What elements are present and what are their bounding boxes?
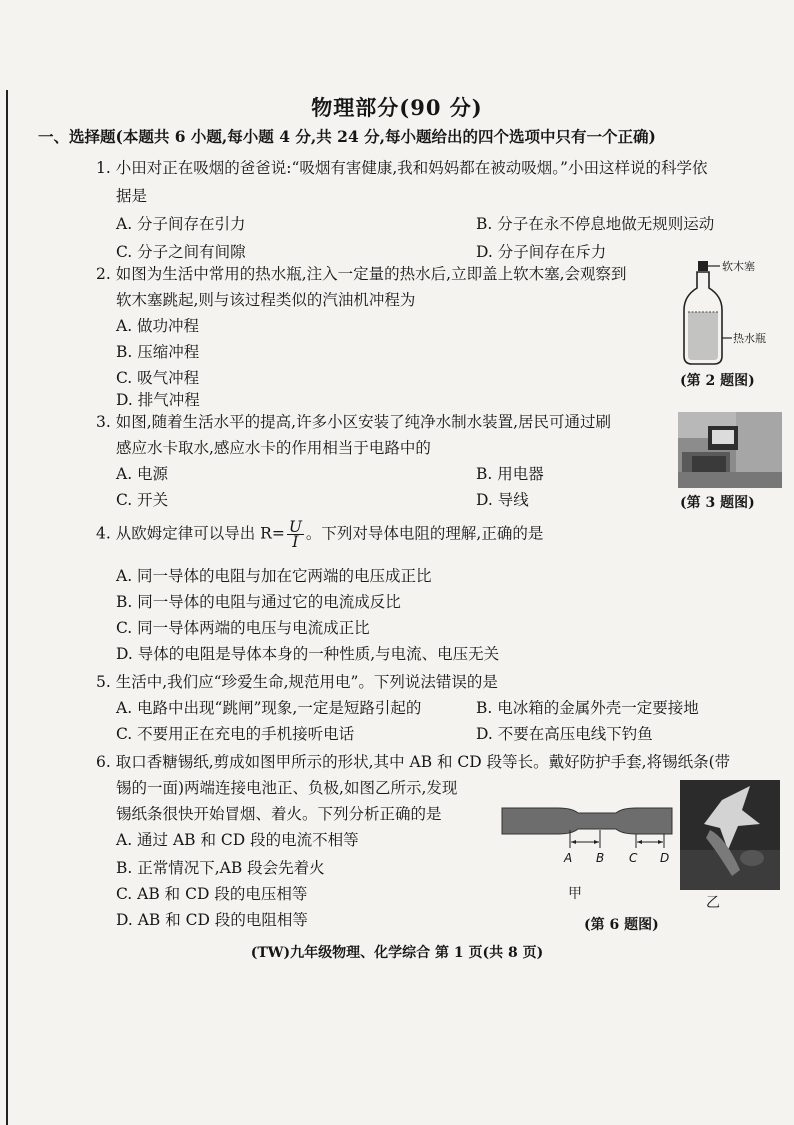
q2-option-b[interactable]: B. 压缩冲程 [116,343,200,361]
point-b-label: B [596,851,605,865]
q5-stem: 5. 生活中,我们应“珍爱生命,规范用电”。下列说法错误的是 [96,673,498,691]
q1-option-d[interactable]: D. 分子间存在斥力 [476,243,607,261]
q6-option-b[interactable]: B. 正常情况下,AB 段会先着火 [116,859,325,877]
q2-figure-caption: (第 2 题图) [680,373,755,389]
point-d-label: D [660,851,670,865]
q5-option-d[interactable]: D. 不要在高压电线下钓鱼 [476,725,653,743]
q1-stem-line1: 1. 小田对正在吸烟的爸爸说:“吸烟有害健康,我和妈妈都在被动吸烟。”小田这样说的科学依 [96,159,708,177]
q6-figure-caption: (第 6 题图) [584,917,659,933]
binding-line [6,90,8,1125]
label-cork: 软木塞 [722,260,755,273]
q6-stem-line2: 锡的一面)两端连接电池正、负极,如图乙所示,发现 [116,779,458,797]
q3-figure-caption: (第 3 题图) [680,495,755,511]
q4-stem [96,520,543,549]
thermos-figure [682,258,786,368]
q1-option-b[interactable]: B. 分子在永不停息地做无规则运动 [476,215,715,233]
q6-option-c[interactable]: C. AB 和 CD 段的电压相等 [116,885,308,903]
label-bottle: 热水瓶 [733,332,766,345]
q1-option-c[interactable]: C. 分子之间有间隙 [116,243,246,261]
q3-option-a[interactable]: A. 电源 [116,465,169,483]
q3-stem-line2: 感应水卡取水,感应水卡的作用相当于电路中的 [116,439,431,457]
q2-stem-line2: 软木塞跳起,则与该过程类似的汽油机冲程为 [116,291,416,309]
q4-option-d[interactable]: D. 导体的电阻是导体本身的一种性质,与电流、电压无关 [116,645,500,663]
page-title: 物理部分(90 分) [311,95,483,120]
page-footer: (TW)九年级物理、化学综合 第 1 页(共 8 页) [250,945,544,961]
q6-option-d[interactable]: D. AB 和 CD 段的电阻相等 [116,911,308,929]
q4-option-a[interactable]: A. 同一导体的电阻与加在它两端的电压成正比 [116,567,432,585]
q1-option-a[interactable]: A. 分子间存在引力 [116,215,246,233]
q2-option-a[interactable]: A. 做功冲程 [116,317,200,335]
tin-foil-strip-figure [498,800,676,900]
figure-yi-label: 乙 [706,895,720,911]
q4-option-b[interactable]: B. 同一导体的电阻与通过它的电流成反比 [116,593,401,611]
cork-icon [698,261,708,271]
section-heading: 一、选择题(本题共 6 小题,每小题 4 分,共 24 分,每小题给出的四个选项中只有一个正确) [38,127,656,146]
point-c-label: C [629,851,638,865]
q3-option-c[interactable]: C. 开关 [116,491,169,509]
point-a-label: A [564,851,573,865]
q6-stem-line1: 6. 取口香糖锡纸,剪成如图甲所示的形状,其中 AB 和 CD 段等长。戴好防护手套,将锡纸条(带 [96,753,731,771]
q5-option-b[interactable]: B. 电冰箱的金属外壳一定要接地 [476,699,699,717]
q4-stem-suffix: 。下列对导体电阻的理解,正确的是 [305,524,544,543]
q5-option-c[interactable]: C. 不要用正在充电的手机接听电话 [116,725,355,743]
q3-stem-line1: 3. 如图,随着生活水平的提高,许多小区安装了纯净水制水装置,居民可通过刷 [96,413,611,431]
q6-option-a[interactable]: A. 通过 AB 和 CD 段的电流不相等 [116,831,359,849]
q1-stem-line2: 据是 [116,187,148,205]
figure-jia-label: 甲 [568,886,582,900]
q2-option-c[interactable]: C. 吸气冲程 [116,369,200,387]
fraction-numerator: U [288,518,302,536]
q5-option-a[interactable]: A. 电路中出现“跳闸”现象,一定是短路引起的 [116,699,422,717]
water-machine-photo [678,412,782,488]
q3-option-d[interactable]: D. 导线 [476,491,529,509]
q4-option-c[interactable]: C. 同一导体两端的电压与电流成正比 [116,619,370,637]
q2-option-d[interactable]: D. 排气冲程 [116,391,200,409]
fraction-denominator: I [292,533,299,551]
q4-stem-prefix: 4. 从欧姆定律可以导出 R= [96,524,285,543]
q6-stem-line3: 锡纸条很快开始冒烟、着火。下列分析正确的是 [116,805,442,823]
q2-stem-line1: 2. 如图为生活中常用的热水瓶,注入一定量的热水后,立即盖上软木塞,会观察到 [96,265,627,283]
ohm-fraction [287,520,304,549]
q3-option-b[interactable]: B. 用电器 [476,465,544,483]
tin-foil-strip [502,808,672,834]
burning-foil-photo [680,780,780,890]
